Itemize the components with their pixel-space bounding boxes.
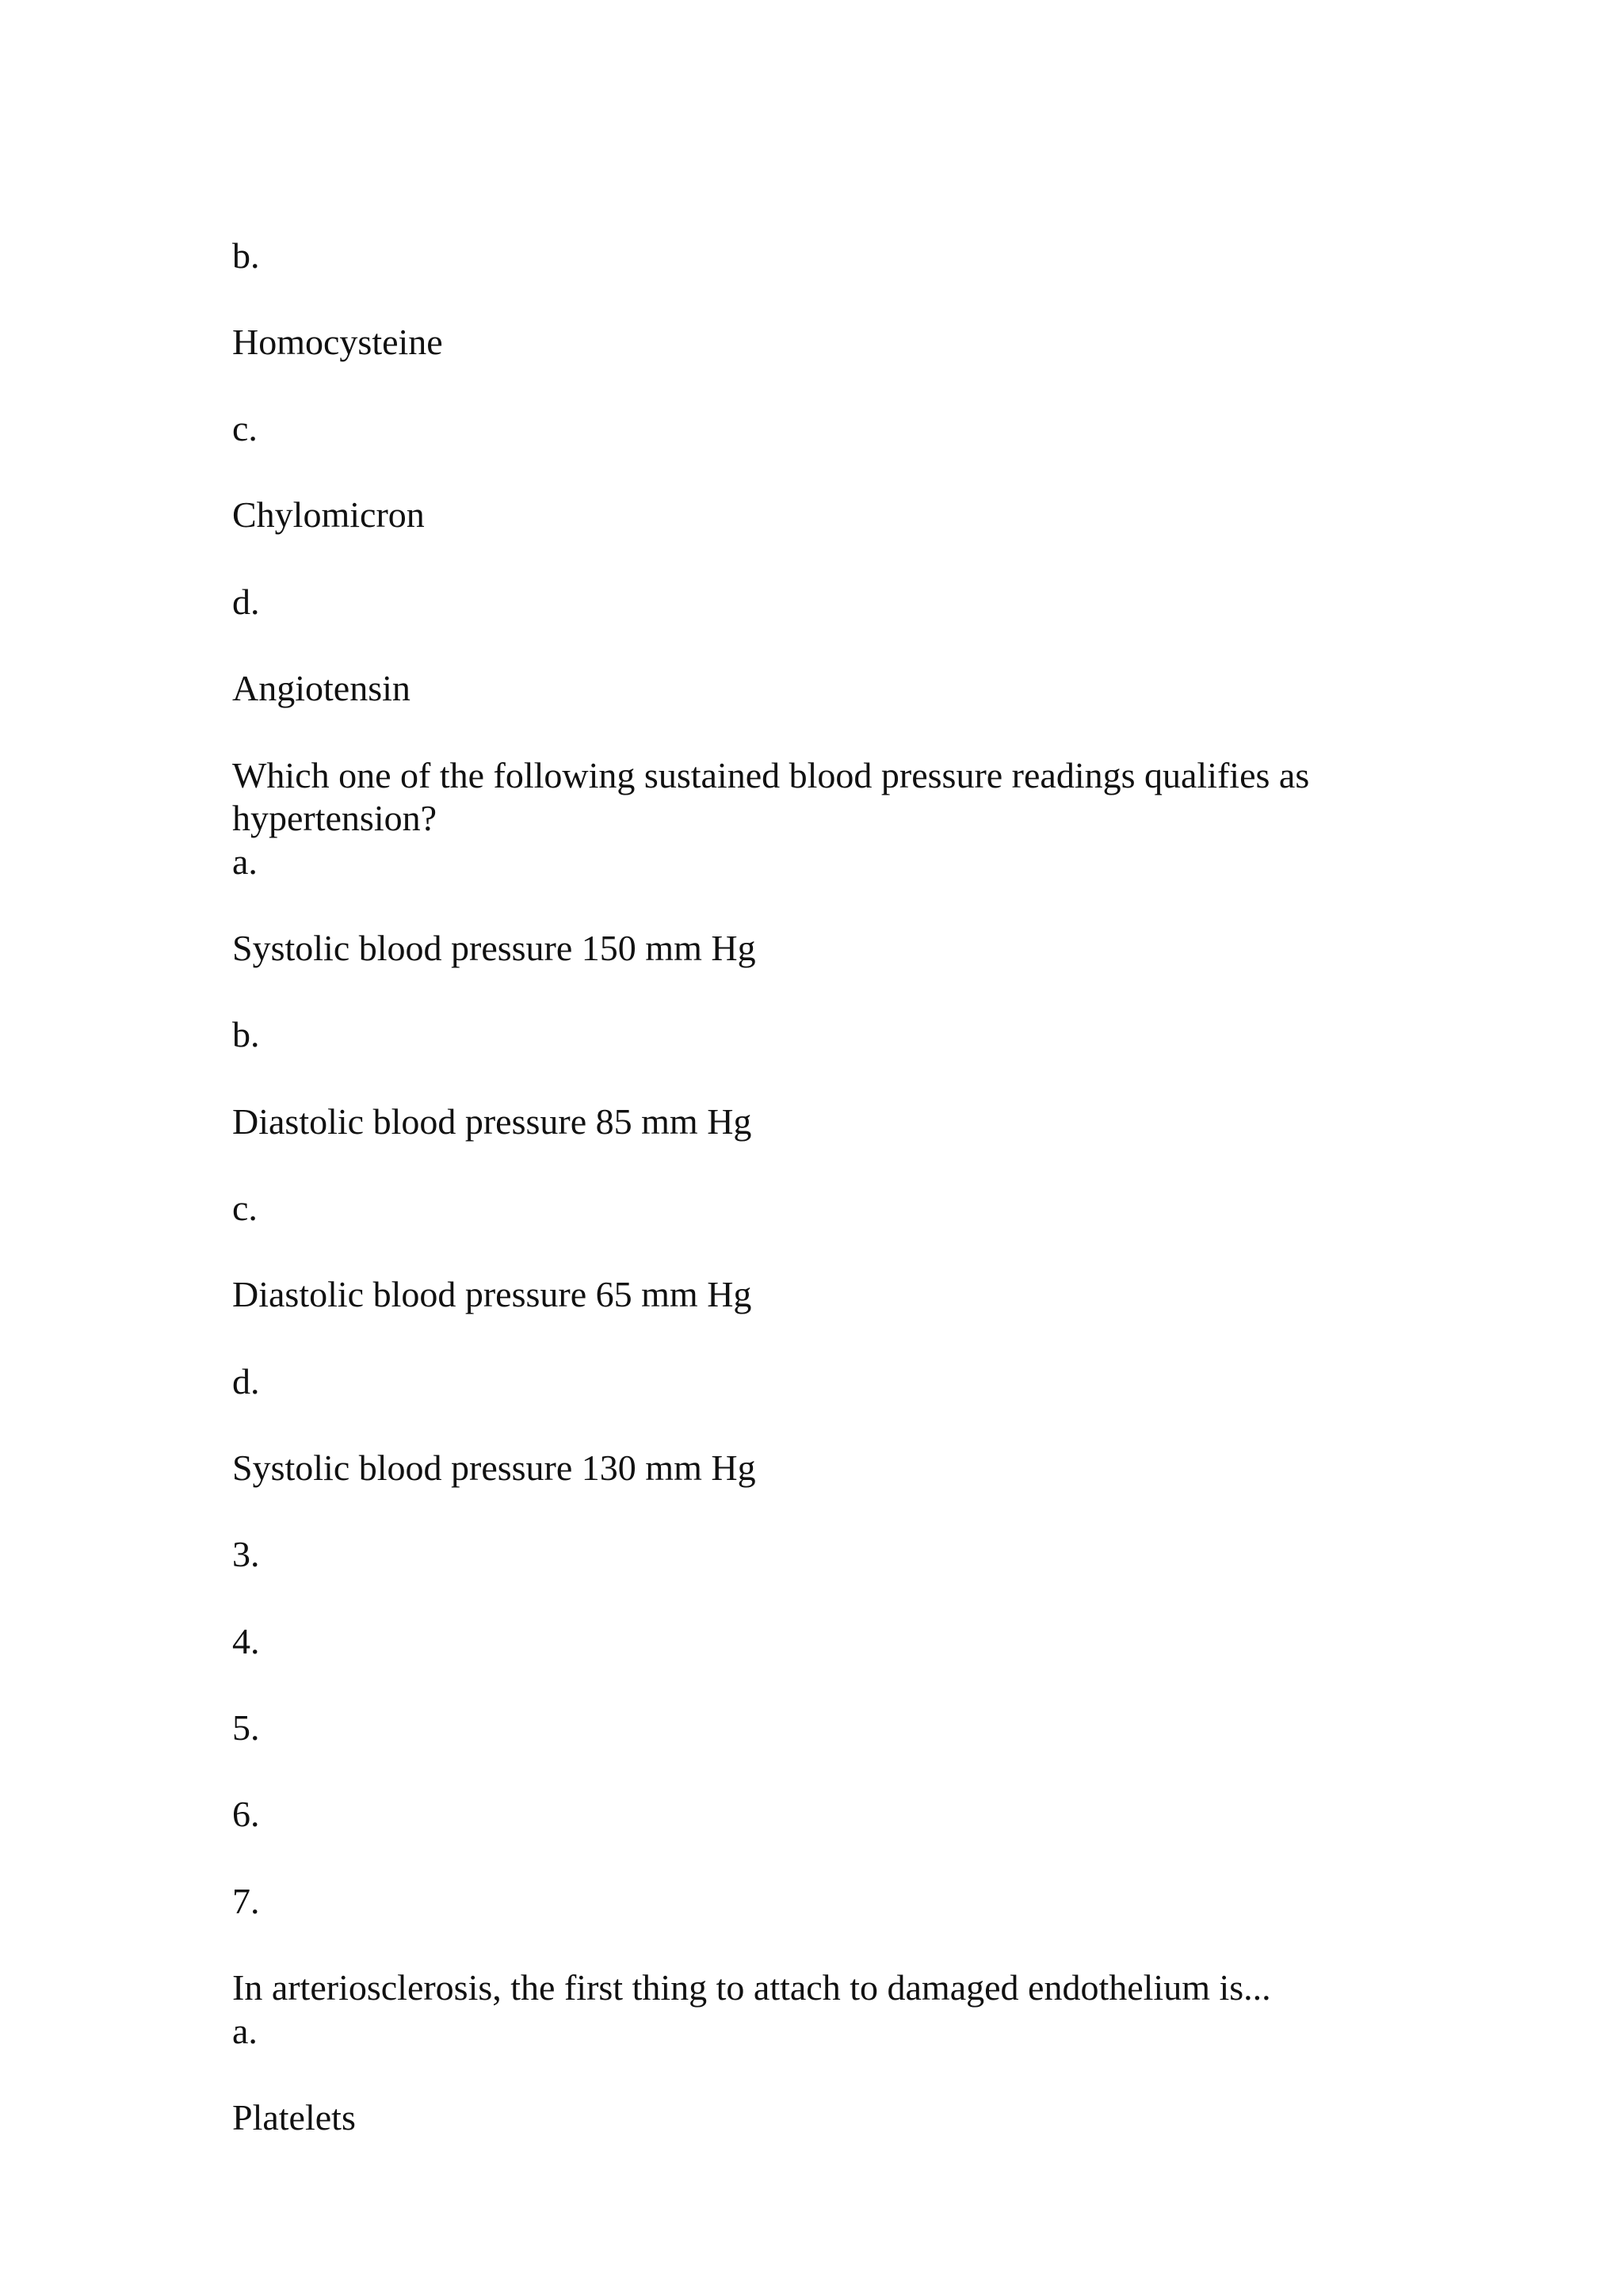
option-text-diastolic-85: Diastolic blood pressure 85 mm Hg <box>232 1101 752 1142</box>
question-text-line-1: Which one of the following sustained blood pressure readings qualifies as <box>232 755 1310 795</box>
question-text-arteriosclerosis: In arteriosclerosis, the first thing to attach to damaged endothelium is... <box>232 1967 1271 2008</box>
option-text-chylomicron: Chylomicron <box>232 494 425 535</box>
list-number-6: 6. <box>232 1794 260 1834</box>
option-text-angiotensin: Angiotensin <box>232 668 411 708</box>
question-text-line-2: hypertension? <box>232 798 437 838</box>
option-letter-a: a. <box>232 2011 258 2051</box>
list-number-7: 7. <box>232 1881 260 1921</box>
list-number-3: 3. <box>232 1534 260 1574</box>
list-number-5: 5. <box>232 1707 260 1748</box>
option-letter-c: c. <box>232 1188 258 1228</box>
option-text-systolic-130: Systolic blood pressure 130 mm Hg <box>232 1447 756 1488</box>
option-letter-d: d. <box>232 1361 260 1402</box>
list-number-4: 4. <box>232 1621 260 1661</box>
option-text-homocysteine: Homocysteine <box>232 322 443 362</box>
option-letter-c: c. <box>232 408 258 448</box>
option-letter-a: a. <box>232 841 258 882</box>
option-letter-b: b. <box>232 235 260 276</box>
option-letter-b: b. <box>232 1014 260 1055</box>
option-text-diastolic-65: Diastolic blood pressure 65 mm Hg <box>232 1274 752 1314</box>
option-text-platelets: Platelets <box>232 2097 356 2138</box>
option-text-systolic-150: Systolic blood pressure 150 mm Hg <box>232 928 756 968</box>
option-letter-d: d. <box>232 582 260 622</box>
